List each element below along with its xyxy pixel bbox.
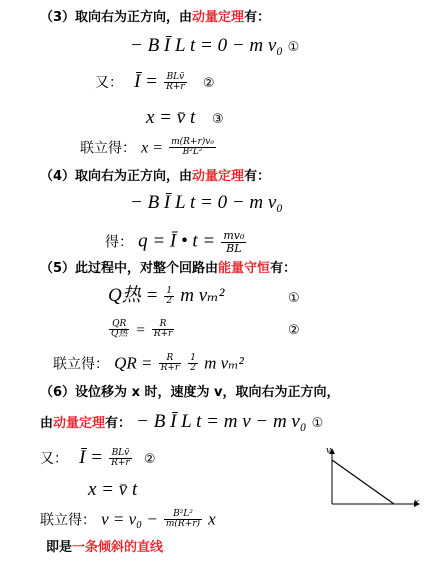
part5-result: 联立得： QR = $\frac{R}{R+r}$ $\frac{1}{2}$ m vₘ²	[53, 353, 244, 374]
part6-heading: （6）设位移为 x 时，速度为 v，取向右为正方向，	[40, 385, 340, 400]
key-term: 能量守恒	[218, 261, 271, 276]
part3-heading: （3）取向右为正方向，由动量定理有：	[40, 10, 271, 25]
graph-x-label: x	[414, 496, 419, 508]
part4-equation-1: − B Ī L t = 0 − m v₀	[130, 192, 283, 213]
v-x-graph	[322, 446, 422, 512]
part4-heading: （4）取向右为正方向，由动量定理有：	[40, 169, 271, 184]
key-term: 动量定理	[192, 169, 245, 184]
fraction: $\frac{R}{R+r}$	[160, 353, 180, 374]
key-term: 一条倾斜的直线	[72, 540, 164, 555]
part6-result: 联立得： v = v₀ − $\frac{\text{B²L²}}{m(R+r)}$ x	[40, 509, 216, 530]
fraction: $\frac{\text{B²L²}}{m(R+r)}$	[165, 509, 201, 530]
key-term: 动量定理	[53, 416, 106, 431]
part3-equation-3: x = v̄ t ③	[146, 107, 224, 128]
fraction: $\frac{\text{BLv̄}}{R+r}$	[166, 71, 185, 92]
decreasing-line	[332, 460, 394, 504]
part3-equation-2: 又： Ī = $\frac{\text{BLv̄}}{R+r}$ ②	[95, 71, 215, 92]
key-term: 动量定理	[192, 10, 245, 25]
fraction: $\frac{R}{R+r}$	[153, 319, 173, 340]
part3-result: 联立得： x = $\frac{\text{m(R+r)v₀}}{\text{B²L²}}$	[80, 137, 214, 158]
part6-equation-1: 由动量定理有： − B Ī L t = m v − m v₀ ①	[40, 411, 324, 432]
part6-equation-2: 又： Ī = $\frac{\text{BLv̄}}{R+r}$ ②	[40, 447, 156, 468]
graph-v-label: v	[326, 444, 331, 456]
fraction: $\frac{QR}{\text{Q热}}$	[111, 319, 128, 340]
part4-result: 得： q = Ī • t = $\frac{\text{mv₀}}{BL}$	[105, 229, 245, 255]
part5-equation-1: Q热 = $\frac{1}{2}$ m vₘ² ①	[108, 285, 300, 306]
part3-equation-1: − B Ī L t = 0 − m v₀ ①	[130, 35, 300, 56]
fraction: $\frac{\text{mv₀}}{BL}$	[223, 229, 245, 255]
part5-heading: （5）此过程中，对整个回路由能量守恒有：	[40, 261, 297, 276]
fraction: $\frac{\text{BLv̄}}{R+r}$	[111, 447, 130, 468]
part6-equation-3: x = v̄ t	[88, 479, 138, 500]
part6-conclusion: 即是一条倾斜的直线	[46, 540, 164, 555]
fraction: $\frac{1}{2}$	[190, 353, 197, 374]
part5-equation-2: $\frac{QR}{\text{Q热}}$ = $\frac{R}{R+r}$ ②	[111, 319, 300, 340]
fraction: $\frac{1}{2}$	[166, 285, 173, 306]
fraction: $\frac{\text{m(R+r)v₀}}{\text{B²L²}}$	[171, 137, 214, 158]
